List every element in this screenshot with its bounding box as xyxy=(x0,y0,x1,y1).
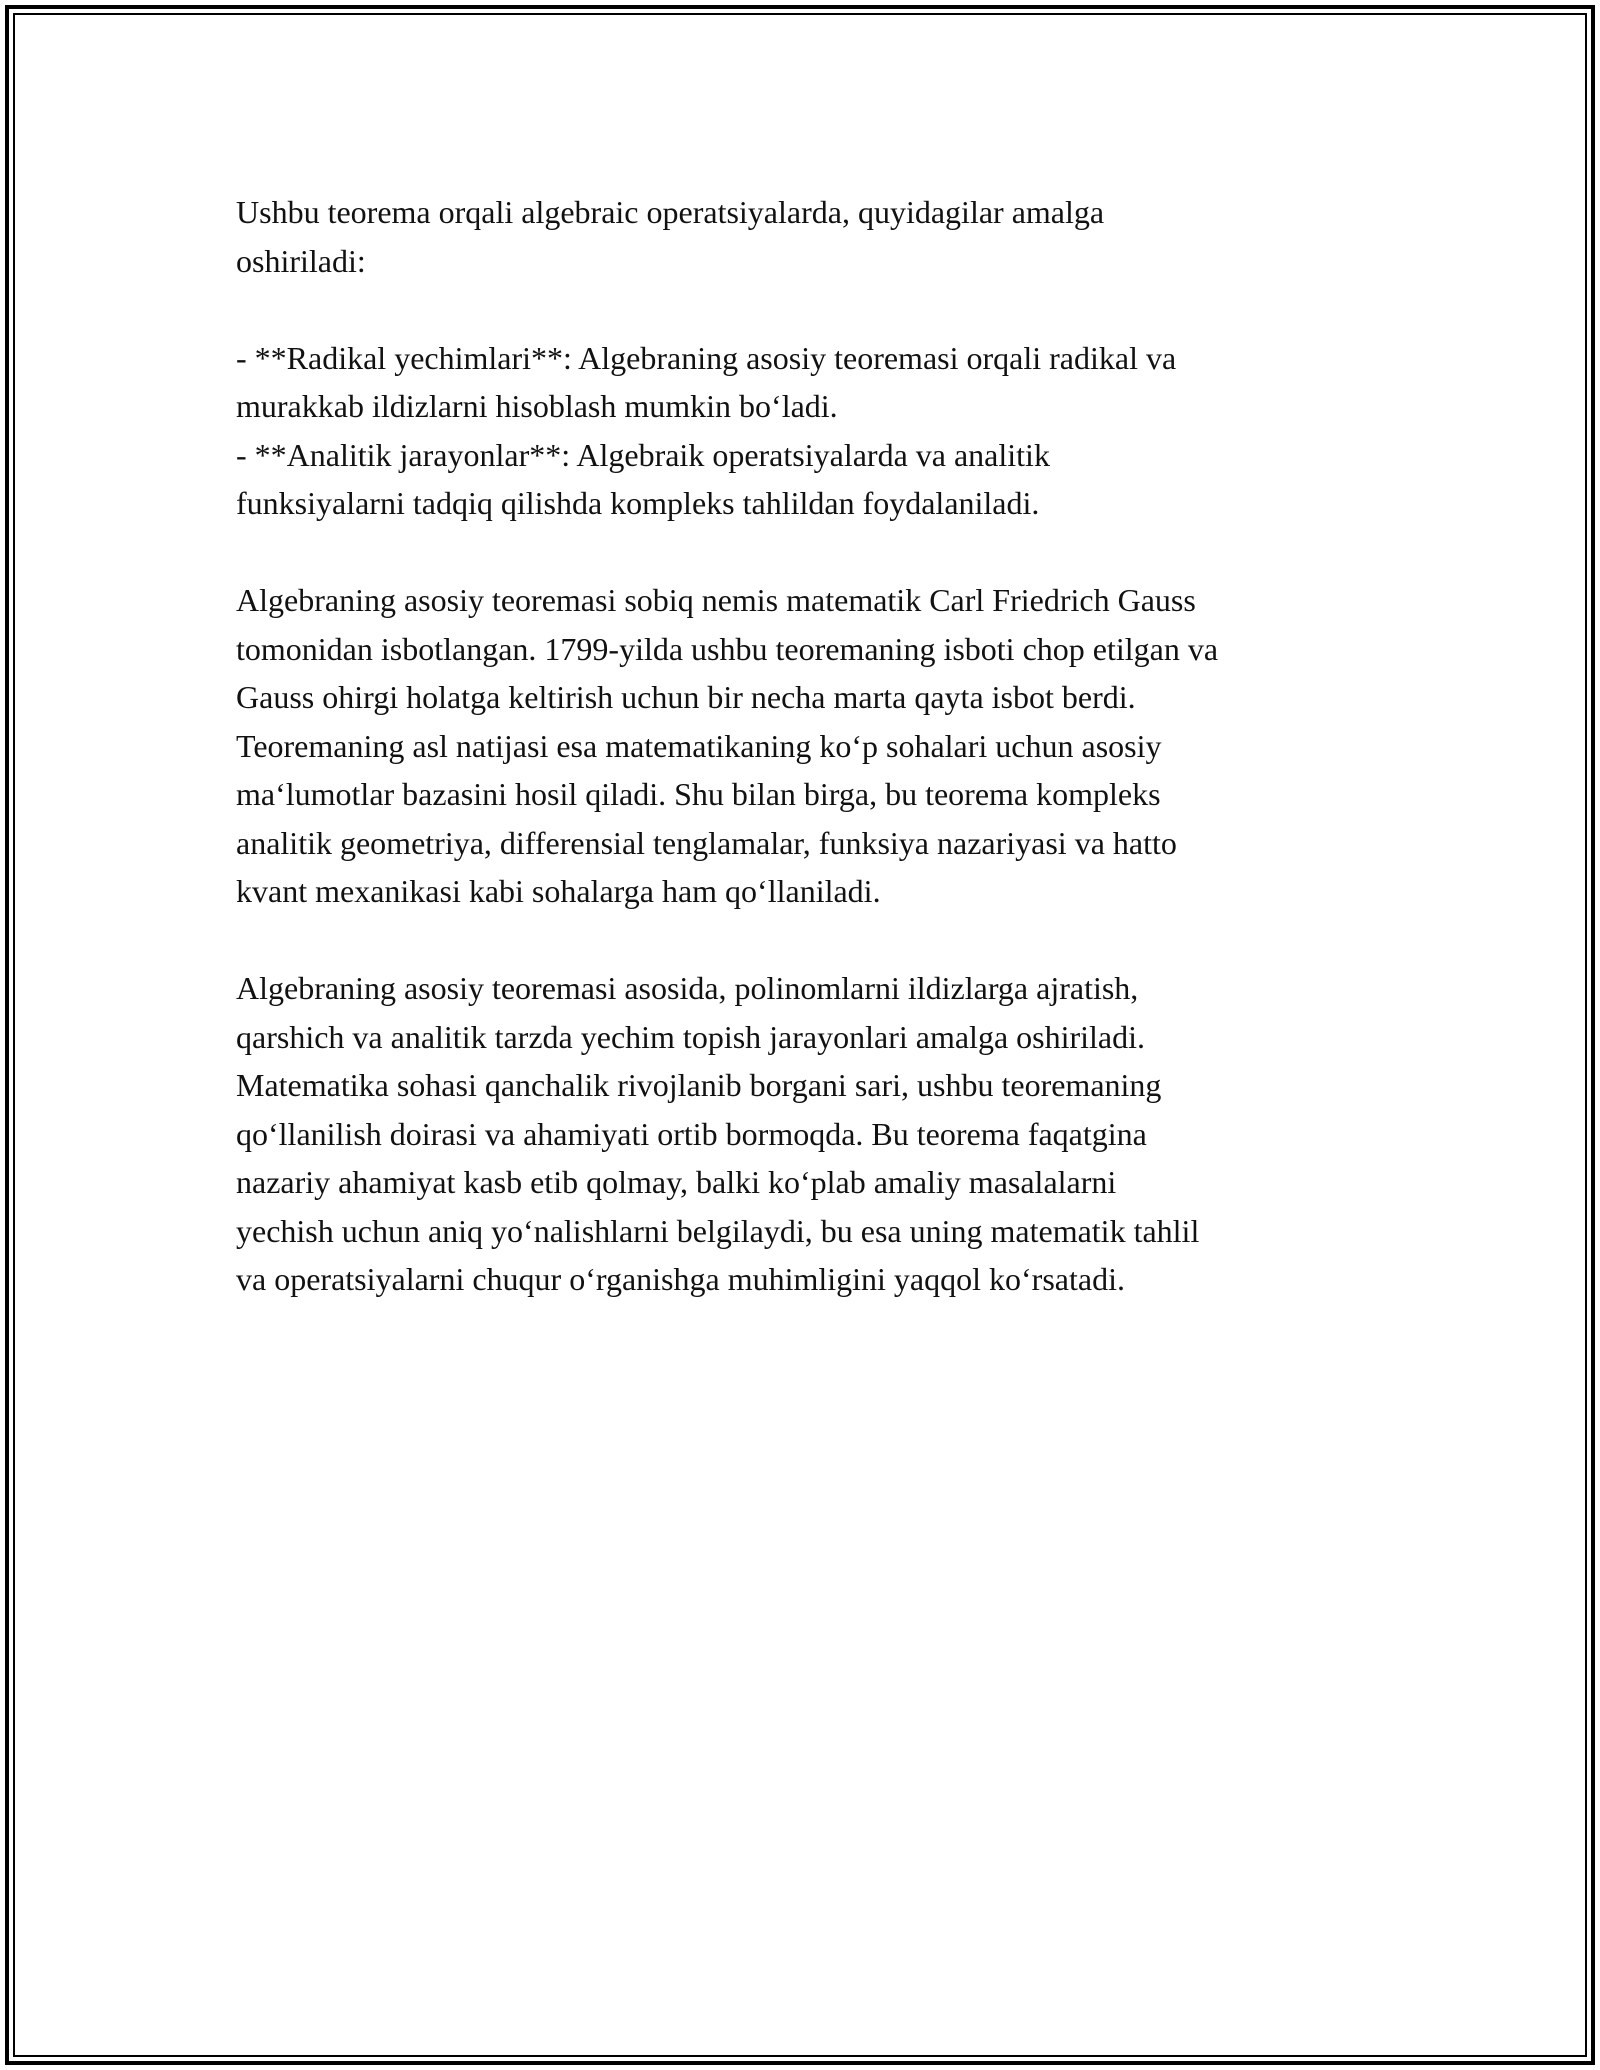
text-line: Algebraning asosiy teoremasi sobiq nemis matematik Carl Friedrich Gauss xyxy=(236,582,1196,618)
bullet-list xyxy=(236,334,1376,528)
intro-paragraph xyxy=(236,188,1376,285)
text-line: tomonidan isbotlangan. 1799-yilda ushbu teoremaning isboti chop etilgan va xyxy=(236,630,1219,667)
list-item-continuation: funksiyalarni tadqiq qilishda kompleks tahlildan foydalaniladi. xyxy=(236,485,1040,521)
document-body xyxy=(236,188,1376,1304)
text-line: Matematika sohasi qanchalik rivojlanib borgani sari, ushbu teoremaning xyxy=(236,1067,1162,1103)
text-line: yechish uchun aniq yo‘nalishlarni belgilaydi, bu esa uning matematik tahlil xyxy=(236,1212,1200,1249)
text-line: Algebraning asosiy teoremasi asosida, polinomlarni ildizlarga ajratish, xyxy=(236,970,1139,1006)
gauss-paragraph xyxy=(236,576,1376,916)
text-line: kvant mexanikasi kabi sohalarga ham qo‘llaniladi. xyxy=(236,873,881,909)
text-line: ma‘lumotlar bazasini hosil qiladi. Shu bilan birga, bu teorema kompleks xyxy=(236,776,1161,812)
text-line: va operatsiyalarni chuqur o‘rganishga muhimligini yaqqol ko‘rsatadi. xyxy=(236,1261,1125,1297)
text-line: qo‘llanilish doirasi va ahamiyati ortib bormoqda. Bu teorema faqatgina xyxy=(236,1115,1147,1152)
text-line: nazariy ahamiyat kasb etib qolmay, balki ko‘plab amaliy masalalarni xyxy=(236,1164,1117,1200)
text-line: Gauss ohirgi holatga keltirish uchun bir necha marta qayta isbot berdi. xyxy=(236,679,1136,715)
text-line: qarshich va analitik tarzda yechim topish jarayonlari amalga oshiriladi. xyxy=(236,1018,1146,1055)
text-line: Teoremaning asl natijasi esa matematikaning ko‘p sohalari uchun asosiy xyxy=(236,727,1162,764)
list-item-continuation: murakkab ildizlarni hisoblash mumkin bo‘ladi. xyxy=(236,388,838,424)
text-line: oshiriladi: xyxy=(236,242,366,279)
text-line: analitik geometriya, differensial tenglamalar, funksiya nazariyasi va hatto xyxy=(236,824,1177,861)
applications-paragraph xyxy=(236,964,1376,1304)
list-item: - **Radikal yechimlari**: Algebraning asosiy teoremasi orqali radikal va xyxy=(236,339,1177,376)
list-item: - **Analitik jarayonlar**: Algebraik operatsiyalarda va analitik xyxy=(236,436,1050,473)
text-line: Ushbu teorema orqali algebraic operatsiyalarda, quyidagilar amalga xyxy=(236,194,1105,230)
